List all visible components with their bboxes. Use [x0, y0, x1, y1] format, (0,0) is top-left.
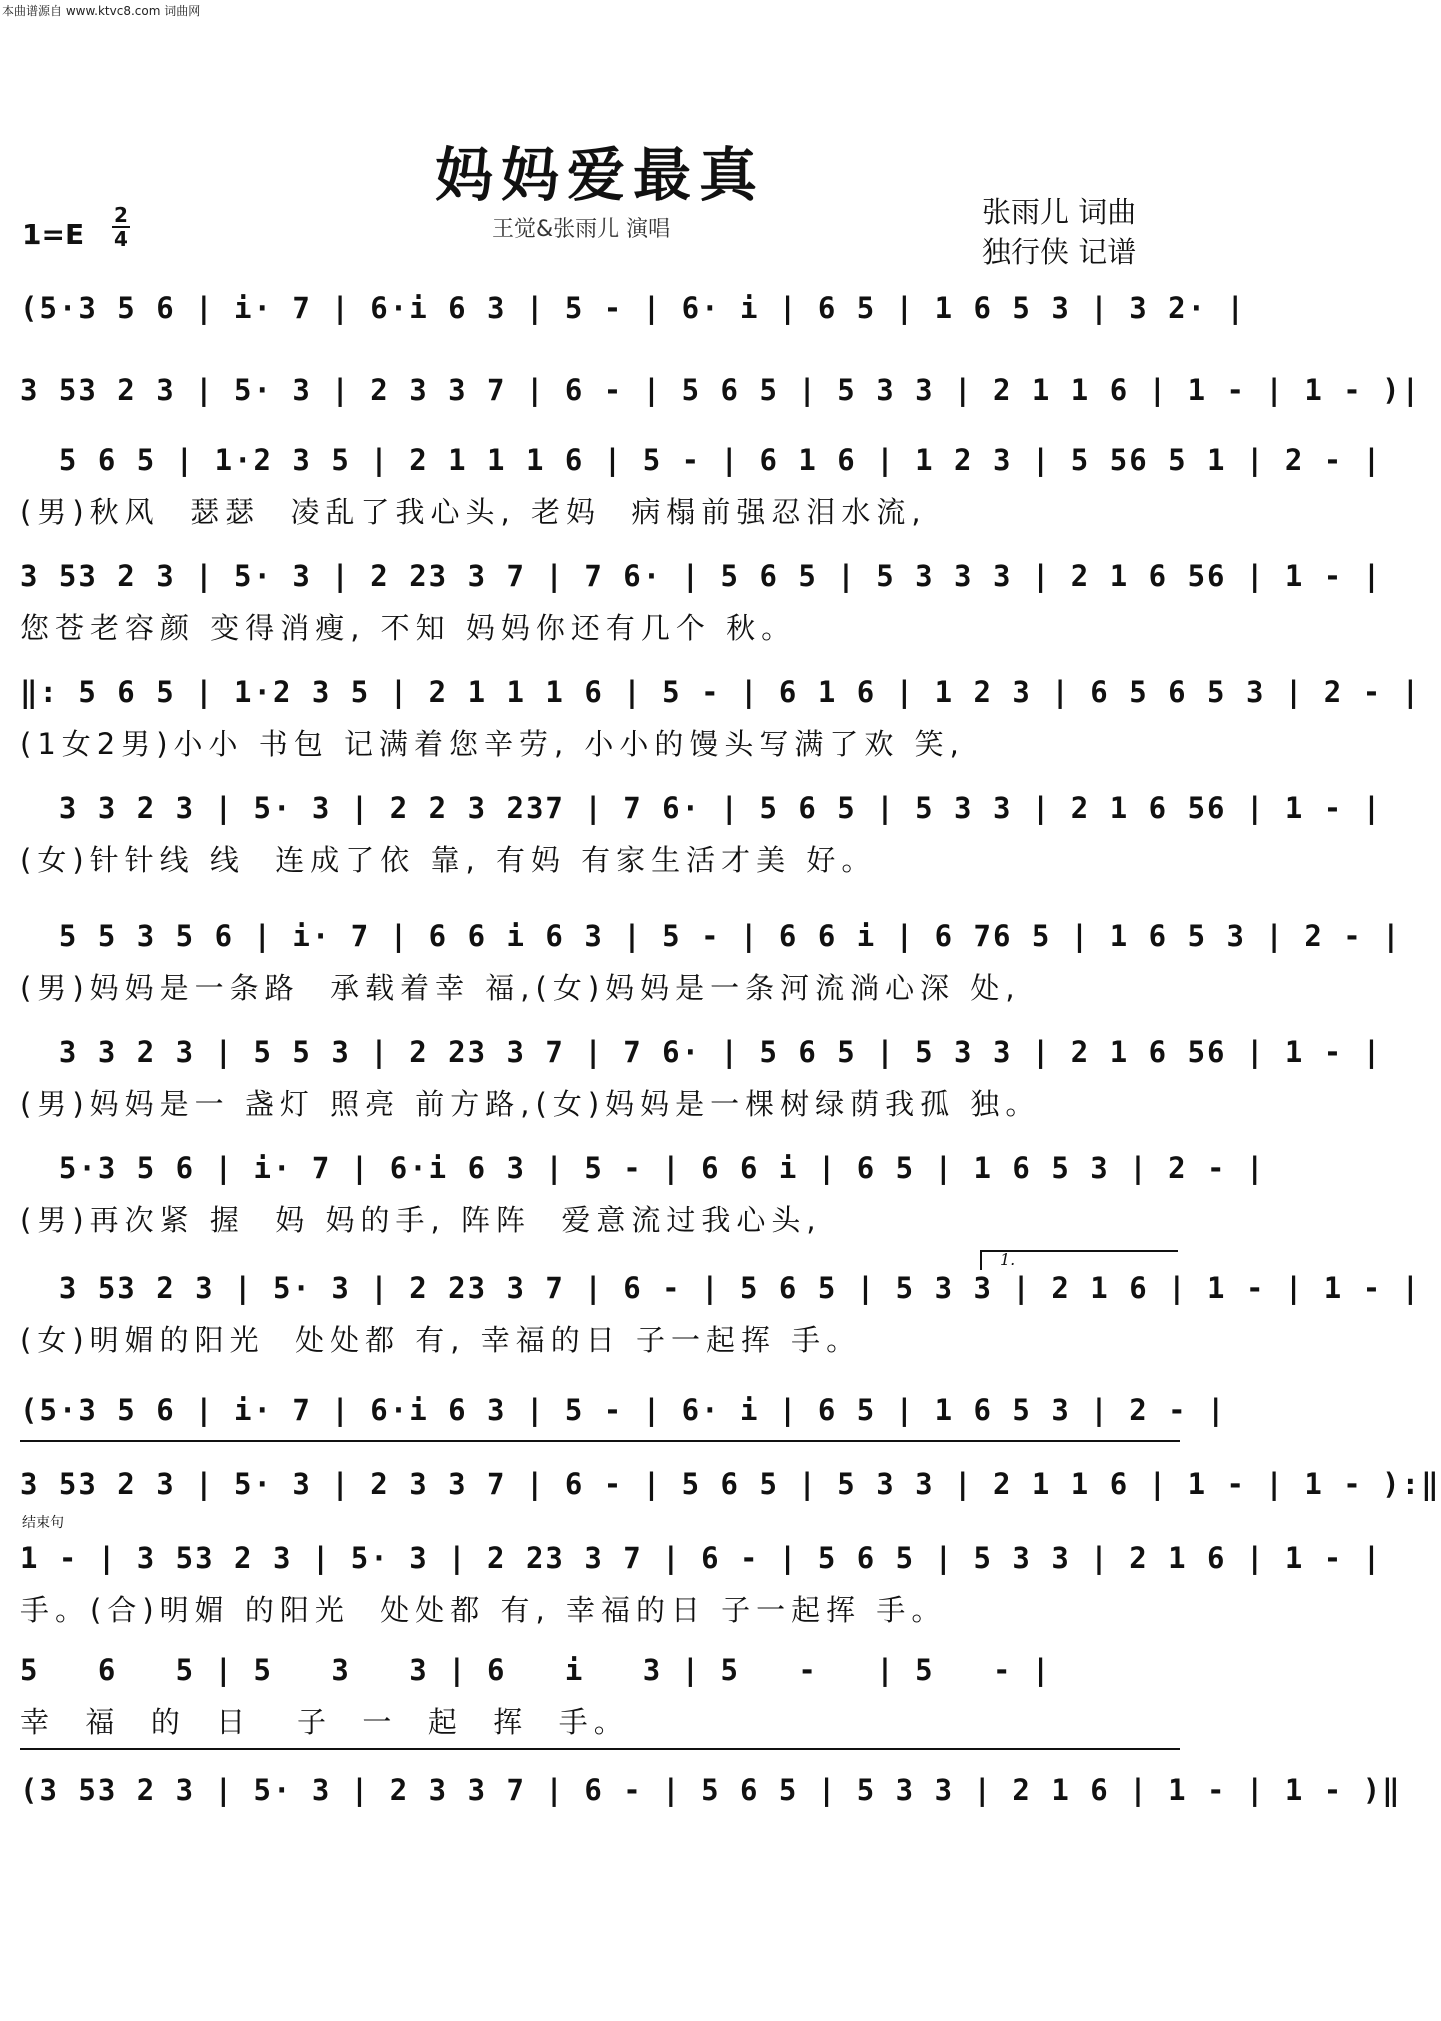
performers: 王觉&张雨儿 演唱: [492, 217, 671, 242]
notation-line: 3 53 2 3 | 5· 3 | 2 23 3 7 | 6 - | 5 6 5 | 5 3 3 | 2 1 6 | 1 - | 1 - |: [20, 1271, 1422, 1305]
notation-line: 5 6 5 | 1·2 3 5 | 2 1 1 1 6 | 5 - | 6 1 6 | 1 2 3 | 5 56 5 1 | 2 - |: [20, 443, 1383, 477]
notation-line: ‖: 5 6 5 | 1·2 3 5 | 2 1 1 1 6 | 5 - | 6 1 6 | 1 2 3 | 6 5 6 5 3 | 2 - |: [20, 675, 1422, 709]
lyrics-line: 手。(合)明媚 的阳光 处处都 有, 幸福的日 子一起挥 手。: [20, 1593, 947, 1627]
lyrics-line: (女)针针线 线 连成了依 靠, 有妈 有家生活才美 好。: [20, 843, 877, 877]
notation-line: 3 53 2 3 | 5· 3 | 2 3 3 7 | 6 - | 5 6 5 | 5 3 3 | 2 1 1 6 | 1 - | 1 - )|: [20, 373, 1422, 407]
staff-rule: [20, 1748, 1180, 1750]
lyrics-line: (男)再次紧 握 妈 妈的手, 阵阵 爱意流过我心头,: [20, 1203, 822, 1237]
notation-line: 3 3 2 3 | 5· 3 | 2 2 3 237 | 7 6· | 5 6 5 | 5 3 3 | 2 1 6 56 | 1 - |: [20, 791, 1383, 825]
credit-transcriber: 独行侠 记谱: [982, 235, 1137, 269]
lyrics-line: (男)妈妈是一 盏灯 照亮 前方路,(女)妈妈是一棵树绿荫我孤 独。: [20, 1087, 1041, 1121]
lyrics-line: (1女2男)小小 书包 记满着您辛劳, 小小的馒头写满了欢 笑,: [20, 727, 965, 761]
ending-section-label: 结束句: [22, 1515, 64, 1531]
lyrics-line: (男)秋风 瑟瑟 凌乱了我心头, 老妈 病榻前强忍泪水流,: [20, 495, 927, 529]
notation-line: 5·3 5 6 | i· 7 | 6·i 6 3 | 5 - | 6 6 i | 6 5 | 1 6 5 3 | 2 - |: [20, 1151, 1266, 1185]
notation-line: (5·3 5 6 | i· 7 | 6·i 6 3 | 5 - | 6· i | 6 5 | 1 6 5 3 | 2 - |: [20, 1393, 1227, 1427]
notation-line: 3 3 2 3 | 5 5 3 | 2 23 3 7 | 7 6· | 5 6 5 | 5 3 3 | 2 1 6 56 | 1 - |: [20, 1035, 1383, 1069]
credit-lyrics-music: 张雨儿 词曲: [982, 195, 1137, 229]
lyrics-line: 幸 福 的 日 子 一 起 挥 手。: [20, 1705, 629, 1739]
lyrics-line: (男)妈妈是一条路 承载着幸 福,(女)妈妈是一条河流淌心深 处,: [20, 971, 1021, 1005]
notation-line: 3 53 2 3 | 5· 3 | 2 23 3 7 | 7 6· | 5 6 5 | 5 3 3 3 | 2 1 6 56 | 1 - |: [20, 559, 1383, 593]
first-ending-label: 1.: [1000, 1250, 1016, 1269]
song-title: 妈妈爱最真: [434, 141, 765, 209]
key-signature: 1=E: [22, 218, 85, 251]
notation-line: 5 6 5 | 5 3 3 | 6 i 3 | 5 - | 5 - |: [20, 1653, 1052, 1687]
watermark: 本曲谱源自 www.ktvc8.com 词曲网: [2, 4, 201, 18]
notation-line: 3 53 2 3 | 5· 3 | 2 3 3 7 | 6 - | 5 6 5 | 5 3 3 | 2 1 1 6 | 1 - | 1 - ):‖: [20, 1467, 1441, 1501]
lyrics-line: 您苍老容颜 变得消瘦, 不知 妈妈你还有几个 秋。: [20, 611, 797, 645]
notation-line: 5 5 3 5 6 | i· 7 | 6 6 i 6 3 | 5 - | 6 6 i | 6 76 5 | 1 6 5 3 | 2 - |: [20, 919, 1402, 953]
notation-line: 1 - | 3 53 2 3 | 5· 3 | 2 23 3 7 | 6 - | 5 6 5 | 5 3 3 | 2 1 6 | 1 - |: [20, 1541, 1383, 1575]
time-signature-top: 2: [114, 203, 128, 227]
notation-line: (5·3 5 6 | i· 7 | 6·i 6 3 | 5 - | 6· i | 6 5 | 1 6 5 3 | 3 2· |: [20, 291, 1246, 325]
notation-line: (3 53 2 3 | 5· 3 | 2 3 3 7 | 6 - | 5 6 5 | 5 3 3 | 2 1 6 | 1 - | 1 - )‖: [20, 1773, 1402, 1807]
time-signature-bottom: 4: [114, 227, 128, 251]
time-signature: [110, 204, 132, 250]
staff-rule: [20, 1440, 1180, 1442]
lyrics-line: (女)明媚的阳光 处处都 有, 幸福的日 子一起挥 手。: [20, 1323, 862, 1357]
